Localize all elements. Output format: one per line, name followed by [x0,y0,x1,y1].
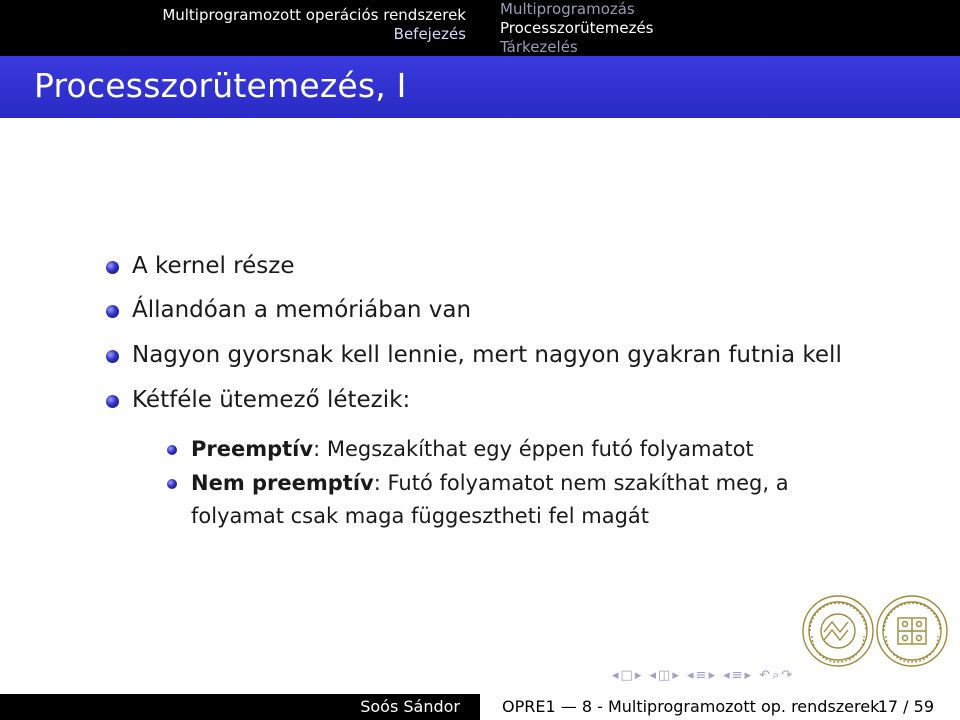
list-item: Kétféle ütemező létezik: [132,387,411,413]
term-label: Preemptív [191,437,314,461]
subsection-link-current[interactable]: Processzorütemezés [500,19,654,37]
nav-frame-icon[interactable]: □ [620,668,635,683]
nav-section-icon[interactable]: ≡ [695,668,709,683]
footline [0,694,960,720]
nav-forward-icon[interactable]: ↷ [781,668,795,683]
sub-list-item [191,433,754,466]
section-link-current[interactable]: Multiprogramozott operációs rendszerek [162,6,466,24]
nav-prev-frame-icon[interactable]: ◂ [612,668,621,683]
nav-subsection-icon[interactable]: ◫ [658,668,673,683]
frame-title: Processzorütemezés, I [34,66,407,105]
term-label: Nem preemptív [191,471,374,495]
section-navigation [0,0,480,56]
footer-title: OPRE1 — 8 - Multiprogramozott op. rendszerek [502,697,880,716]
nav-next-frame-icon[interactable]: ▸ [634,668,644,683]
beamer-navigation-symbols[interactable] [612,668,794,683]
sub-list-item [191,467,789,500]
subsection-link[interactable]: Tárkezelés [500,38,578,56]
logos [800,592,950,674]
nav-next-subsection-icon[interactable]: ▸ [672,668,681,683]
faculty-seal-logo [877,596,947,666]
footer-title-box [480,694,960,720]
subsection-navigation [500,0,654,56]
bullet-icon [106,350,119,363]
nav-document-icon[interactable]: ≡ [731,668,745,683]
term-separator: : [313,437,321,461]
sub-bullet-icon [167,445,177,455]
nav-prev-section-icon[interactable]: ◂ [687,668,696,683]
footer-author: Soós Sándor [360,697,460,716]
section-link[interactable]: Befejezés [393,25,466,43]
nav-next-document-icon[interactable]: ▸ [744,668,754,683]
nav-search-icon[interactable]: ⌕ [772,668,782,683]
list-item: Nagyon gyorsnak kell lennie, mert nagyon gyakran futnia kell [132,342,842,368]
sub-list-item-continuation: folyamat csak maga függesztheti fel magát [191,504,650,528]
university-seal-logo [800,592,950,670]
footer-author-box [0,694,480,720]
term-description: Megszakíthat egy éppen futó folyamatot [320,437,754,461]
list-item: Állandóan a memóriában van [132,297,472,323]
nav-next-section-icon[interactable]: ▸ [708,668,717,683]
term-description: Futó folyamatot nem szakíthat meg, a [380,471,789,495]
headline-bar [0,0,960,56]
bullet-icon [106,305,119,318]
page-number: 17 / 59 [877,697,934,716]
nav-prev-document-icon[interactable]: ◂ [723,668,732,683]
sub-bullet-icon [167,479,177,489]
list-item: A kernel része [132,253,295,279]
bullet-icon [106,261,119,274]
nav-back-icon[interactable]: ↶ [759,668,773,683]
nav-prev-subsection-icon[interactable]: ◂ [649,668,659,683]
bullet-icon [106,395,119,408]
subsection-link[interactable]: Multiprogramozás [500,0,635,18]
frame-title-bar [0,56,960,118]
term-separator: : [373,471,381,495]
